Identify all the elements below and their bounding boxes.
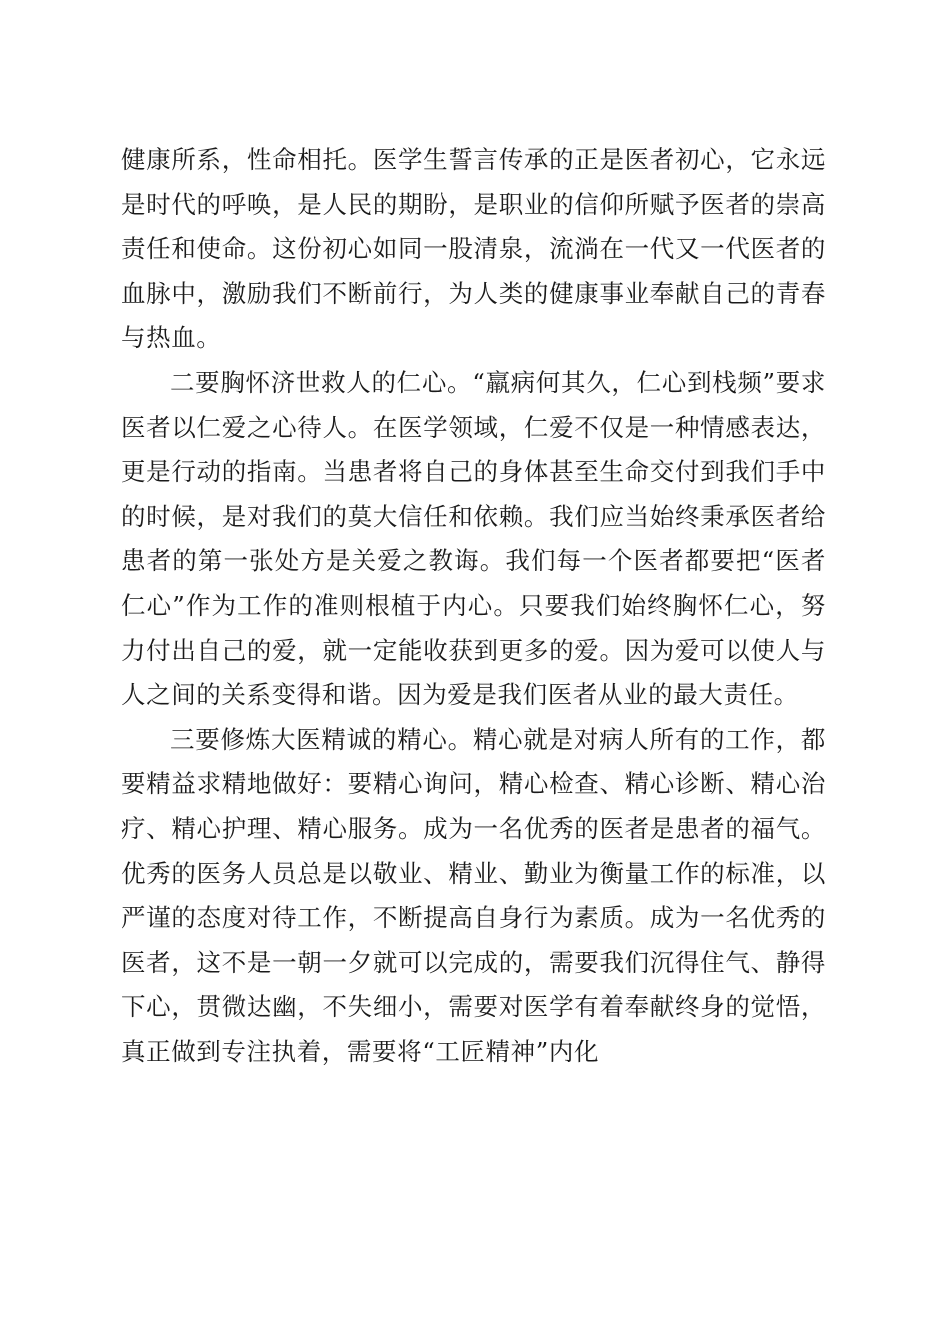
paragraph-benevolence: 二要胸怀济世救人的仁心。“羸病何其久，仁心到栈频”要求医者以仁爱之心待人。在医学领域，仁爱不仅是一种情感表达，更是行动的指南。当患者将自己的身体甚至生命交付到我们手中的时候，是对我们的莫大信任和依赖。我们应当始终秉承医者给患者的第一张处方是关爱之教诲。我们每一个医者都要把“医者仁心”作为工作的准则根植于内心。只要我们始终胸怀仁心，努力付出自己的爱，就一定能收获到更多的爱。因为爱可以使人与人之间的关系变得和谐。因为爱是我们医者从业的最大责任。 bbox=[121, 367, 826, 710]
paragraph-dedication: 三要修炼大医精诚的精心。精心就是对病人所有的工作，都要精益求精地做好：要精心询问，精心检查、精心诊断、精心治疗、精心护理、精心服务。成为一名优秀的医者是患者的福气。优秀的医务人员总是以敬业、精业、勤业为衡量工作的标准，以严谨的态度对待工作，不断提高自身行为素质。成为一名优秀的医者，这不是一朝一夕就可以完成的，需要我们沉得住气、静得下心，贯微达幽，不失细小，需要对医学有着奉献终身的觉悟，真正做到专注执着，需要将“工匠精神”内化 bbox=[121, 724, 826, 1066]
paragraph-continuation: 健康所系，性命相托。医学生誓言传承的正是医者初心，它永远是时代的呼唤，是人民的期盼，是职业的信仰所赋予医者的崇高责任和使命。这份初心如同一股清泉，流淌在一代又一代医者的血脉中，激励我们不断前行，为人类的健康事业奉献自己的青春与热血。 bbox=[121, 145, 826, 353]
document-page bbox=[121, 138, 826, 1074]
